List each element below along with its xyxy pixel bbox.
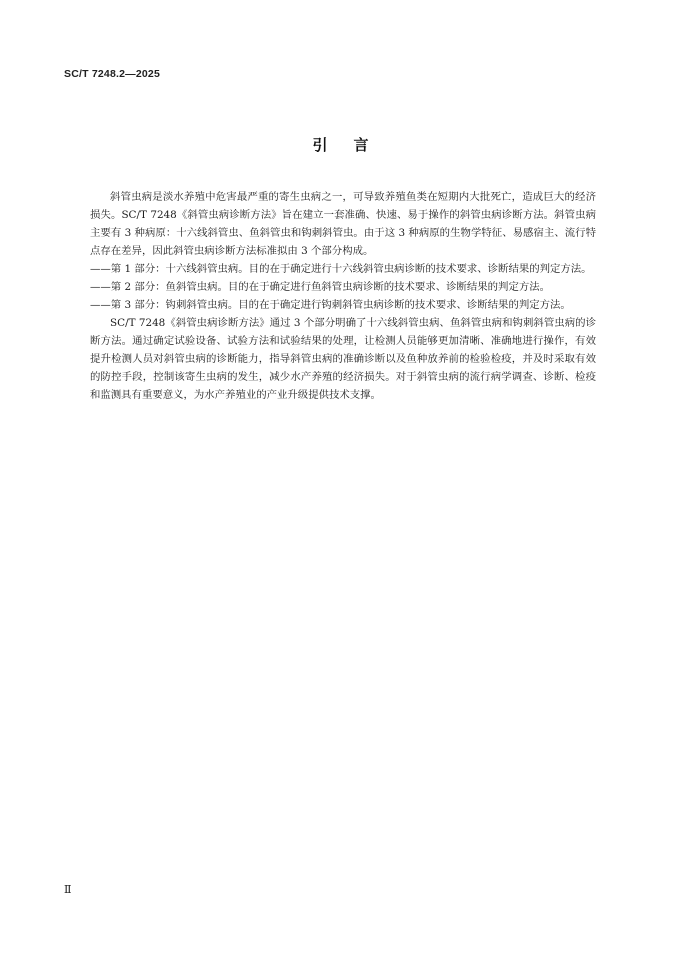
section-title: 引言 <box>312 136 395 154</box>
closing-paragraph: SC/T 7248《斜管虫病诊断方法》通过 3 个部分明确了十六线斜管虫病、鱼斜管虫病和钩刺斜管虫病的诊断方法。通过确定试验设备、试验方法和试验结果的处理，让检测人员能够更加清晰、准确地进行操作，有效提升检测人员对斜管虫病的诊断能力，指导斜管虫病的准确诊断以及鱼种放养前的检验检疫，并及时采取有效的防控手段，控制该寄生虫病的发生，减少水产养殖的经济损失。对于斜管虫病的流行病学调查、诊断、检疫和监测具有重要意义，为水产养殖业的产业升级提供技术支撑。 <box>90 317 596 401</box>
intro-paragraph: 斜管虫病是淡水养殖中危害最严重的寄生虫病之一，可导致养殖鱼类在短期内大批死亡，造成巨大的经济损失。SC/T 7248《斜管虫病诊断方法》旨在建立一套准确、快速、易于操作的斜管虫病诊断方法。斜管虫病主要有 3 种病原：十六线斜管虫、鱼斜管虫和钩刺斜管虫。由于这 3 种病原的生物学特征、易感宿主、流行特点存在差异，因此斜管虫病诊断方法标准拟由 3 个部分构成。 <box>90 191 596 257</box>
page-number: Ⅱ <box>64 883 72 896</box>
part-3-item: ——第 3 部分：钩刺斜管虫病。目的在于确定进行钩刺斜管虫病诊断的技术要求、诊断结果的判定方法。 <box>90 299 571 311</box>
document-code: SC/T 7248.2—2025 <box>64 68 161 80</box>
part-1-item: ——第 1 部分：十六线斜管虫病。目的在于确定进行十六线斜管虫病诊断的技术要求、诊断结果的判定方法。 <box>90 263 592 275</box>
part-2-item: ——第 2 部分：鱼斜管虫病。目的在于确定进行鱼斜管虫病诊断的技术要求、诊断结果的判定方法。 <box>90 281 551 293</box>
body-text <box>90 188 596 404</box>
